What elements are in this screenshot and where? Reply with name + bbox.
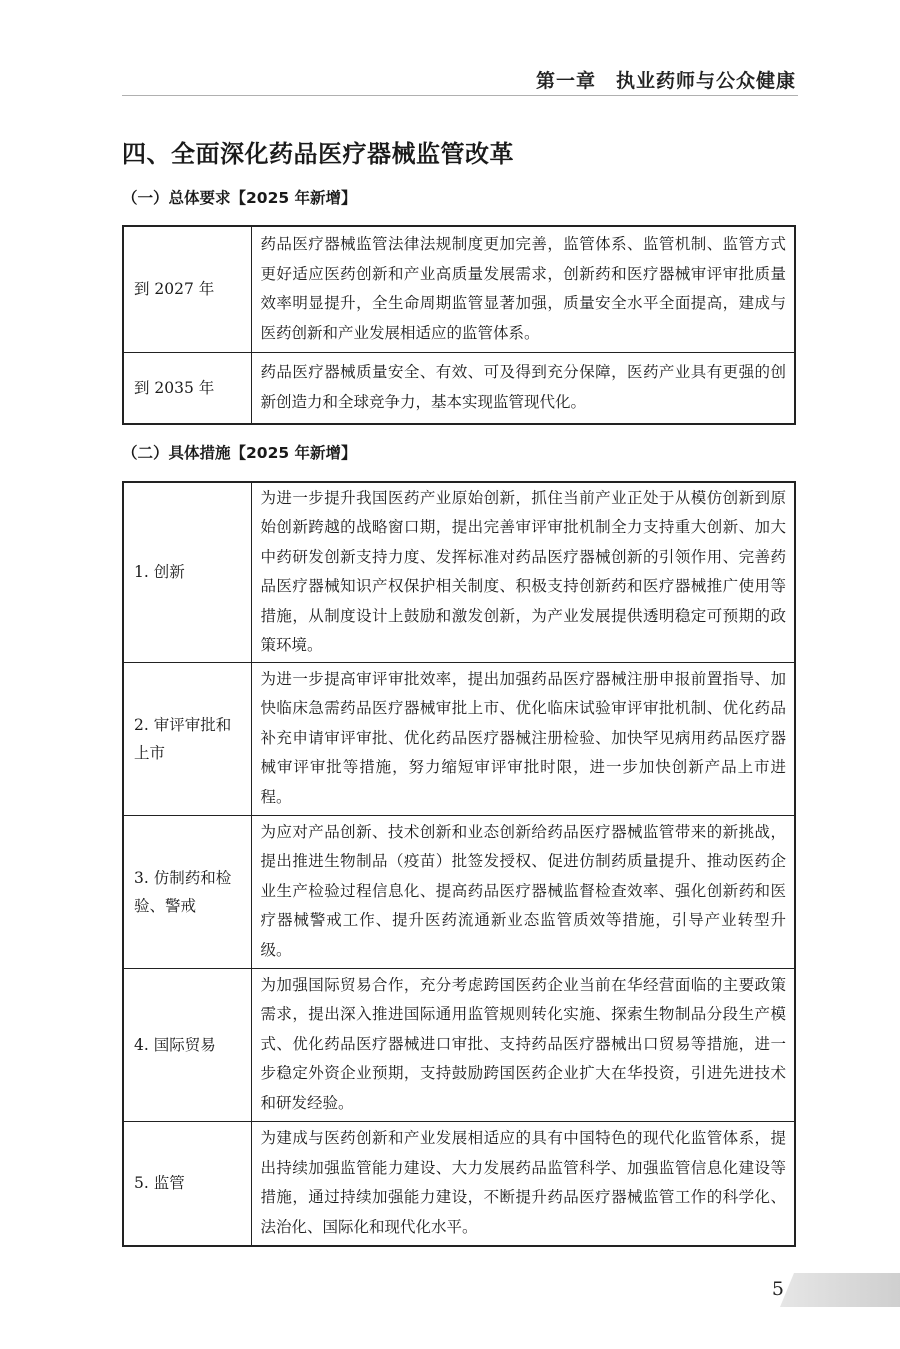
header-rule	[122, 95, 798, 96]
row-label: 2. 审评审批和上市	[123, 662, 251, 815]
running-head: 第一章 执业药师与公众健康	[535, 70, 796, 92]
table-row	[123, 352, 795, 424]
row-label: 3. 仿制药和检验、警戒	[123, 815, 251, 968]
row-content: 为进一步提升我国医药产业原始创新，抓住当前产业正处于从模仿创新到原始创新跨越的战略窗口期，提出完善审评审批机制全力支持重大创新、加大中药研发创新支持力度、发挥标准对药品医疗器械创新的引领作用、完善药品医疗器械知识产权保护相关制度、积极支持创新药和医疗器械推广使用等措施，从制度设计上鼓励和激发创新，为产业发展提供透明稳定可预期的政策环境。	[251, 482, 795, 662]
row-label: 4. 国际贸易	[123, 968, 251, 1121]
overall-requirements-heading: （一）总体要求【2025 年新增】	[122, 189, 357, 207]
page-number: 5	[771, 1278, 784, 1300]
table-row	[123, 226, 795, 352]
table-row	[123, 662, 795, 815]
table-row	[123, 482, 795, 662]
row-content: 为加强国际贸易合作，充分考虑跨国医药企业当前在华经营面临的主要政策需求，提出深入推进国际通用监管规则转化实施、探索生物制品分段生产模式、优化药品医疗器械进口审批、支持药品医疗器械出口贸易等措施，进一步稳定外资企业预期，支持鼓励跨国医药企业扩大在华投资，引进先进技术和研发经验。	[251, 968, 795, 1121]
row-label: 到 2027 年	[123, 226, 251, 352]
specific-measures-table	[122, 481, 796, 1247]
row-content: 为进一步提高审评审批效率，提出加强药品医疗器械注册申报前置指导、加快临床急需药品医疗器械审批上市、优化临床试验审评审批机制、优化药品补充申请审评审批、优化药品医疗器械注册检验、加快罕见病用药品医疗器械审评审批等措施，努力缩短审评审批时限，进一步加快创新产品上市进程。	[251, 662, 795, 815]
row-label: 到 2035 年	[123, 352, 251, 424]
section-title: 四、全面深化药品医疗器械监管改革	[122, 139, 514, 168]
table-row	[123, 1121, 795, 1246]
overall-requirements-table	[122, 225, 796, 425]
row-label: 5. 监管	[123, 1121, 251, 1246]
row-content: 药品医疗器械监管法律法规制度更加完善，监管体系、监管机制、监管方式更好适应医药创新和产业高质量发展需求，创新药和医疗器械审评审批质量效率明显提升，全生命周期监管显著加强，质量安全水平全面提高，建成与医药创新和产业发展相适应的监管体系。	[251, 226, 795, 352]
row-content: 药品医疗器械质量安全、有效、可及得到充分保障，医药产业具有更强的创新创造力和全球竞争力，基本实现监管现代化。	[251, 352, 795, 424]
row-content: 为建成与医药创新和产业发展相适应的具有中国特色的现代化监管体系，提出持续加强监管能力建设、大力发展药品监管科学、加强监管信息化建设等措施，通过持续加强能力建设，不断提升药品医疗器械监管工作的科学化、法治化、国际化和现代化水平。	[251, 1121, 795, 1246]
row-label: 1. 创新	[123, 482, 251, 662]
table-row	[123, 968, 795, 1121]
table-row	[123, 815, 795, 968]
specific-measures-heading: （二）具体措施【2025 年新增】	[122, 444, 357, 462]
page-tab-decoration	[780, 1273, 900, 1307]
row-content: 为应对产品创新、技术创新和业态创新给药品医疗器械监管带来的新挑战，提出推进生物制品（疫苗）批签发授权、促进仿制药质量提升、推动医药企业生产检验过程信息化、提高药品医疗器械监督检查效率、强化创新药和医疗器械警戒工作、提升医药流通新业态监管质效等措施，引导产业转型升级。	[251, 815, 795, 968]
